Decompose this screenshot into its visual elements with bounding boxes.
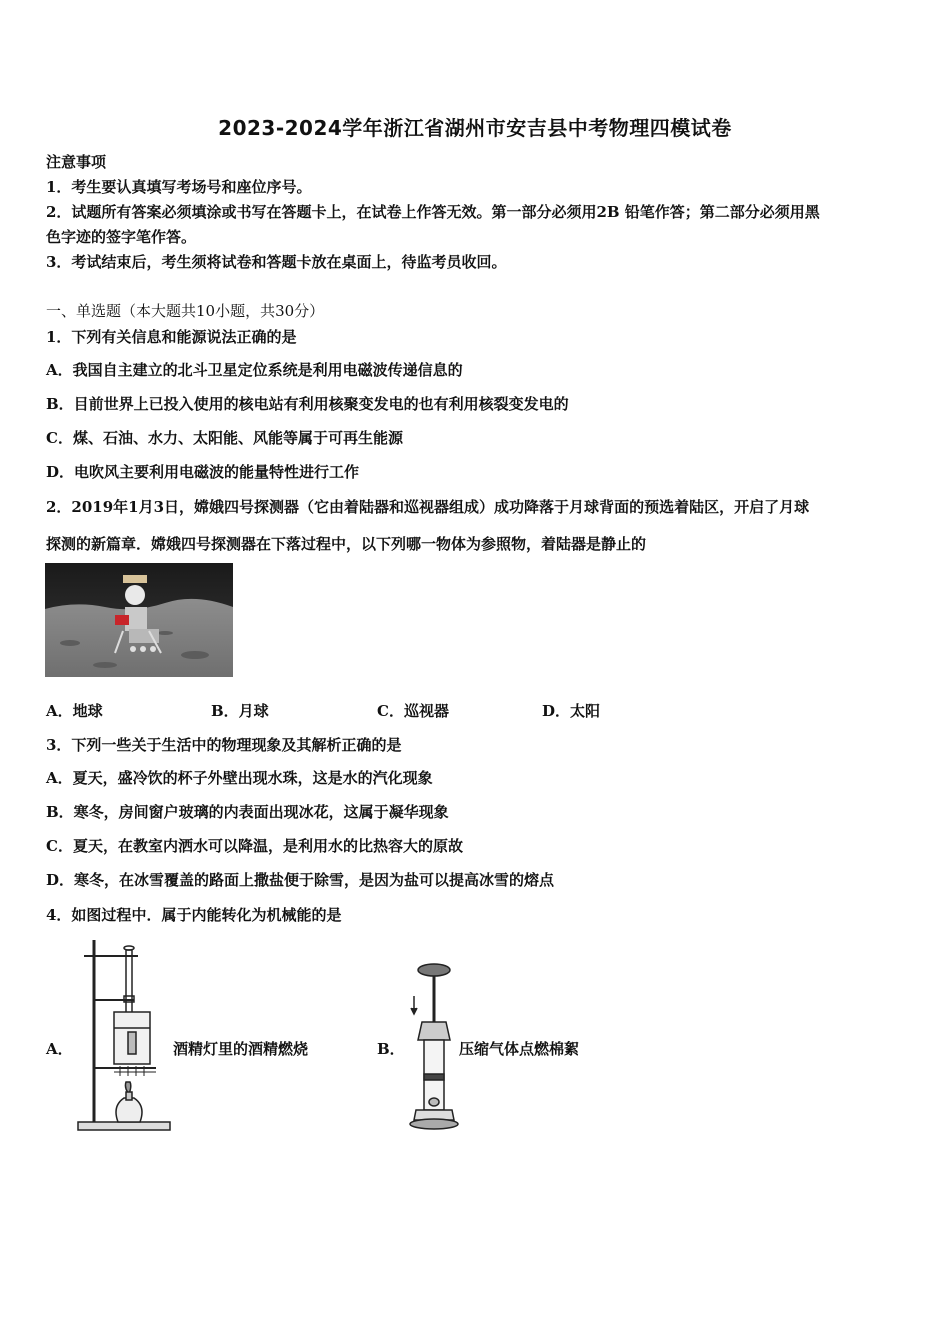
option-a-caption: 酒精灯里的酒精燃烧	[173, 1040, 309, 1058]
notice-item: 1．考生要认真填写考场号和座位序号。	[46, 178, 312, 196]
question-option: C．煤、石油、水力、太阳能、风能等属于可再生能源	[46, 429, 403, 447]
question-option: B．目前世界上已投入使用的核电站有利用核聚变发电的也有利用核裂变发电的	[46, 395, 569, 413]
question-option: D．太阳	[542, 702, 601, 720]
question-option: A．我国自主建立的北斗卫星定位系统是利用电磁波传递信息的	[46, 361, 463, 379]
alcohol-lamp-apparatus-figure	[74, 936, 174, 1132]
question-option: D．电吹风主要利用电磁波的能量特性进行工作	[46, 463, 360, 481]
question-option: B．月球	[211, 702, 269, 720]
section-heading: 一、单选题（本大题共10小题，共30分）	[46, 302, 325, 320]
question-stem: 4．如图过程中．属于内能转化为机械能的是	[46, 906, 342, 924]
question-option: A．地球	[46, 702, 103, 720]
notice-item: 3．考试结束后，考生须将试卷和答题卡放在桌面上，待监考员收回。	[46, 253, 507, 271]
question-stem: 探测的新篇章．嫦娥四号探测器在下落过程中，以下列哪一物体为参照物，着陆器是静止的	[46, 535, 647, 553]
question-stem: 2．2019年1月3日，嫦娥四号探测器（它由着陆器和巡视器组成）成功降落于月球背面的预选着陆区，开启了月球	[46, 498, 810, 516]
air-compression-cylinder-figure	[402, 962, 462, 1130]
question-option: B．寒冬，房间窗户玻璃的内表面出现冰花，这属于凝华现象	[46, 803, 449, 821]
question-option: D．寒冬，在冰雪覆盖的路面上撒盐便于除雪，是因为盐可以提高冰雪的熔点	[46, 871, 555, 889]
option-a-label: A．	[46, 1040, 73, 1058]
question-option: C．巡视器	[377, 702, 449, 720]
question-option: C．夏天，在教室内洒水可以降温，是利用水的比热容大的原故	[46, 837, 463, 855]
notice-heading: 注意事项	[46, 153, 107, 171]
notice-item: 2．试题所有答案必须填涂或书写在答题卡上，在试卷上作答无效。第一部分必须用2B 铅笔作答；第二部分必须用黑	[46, 203, 820, 221]
question-stem: 1．下列有关信息和能源说法正确的是	[46, 328, 297, 346]
moon-lander-photo	[45, 563, 233, 677]
page-title: 2023-2024学年浙江省湖州市安吉县中考物理四模试卷	[218, 116, 732, 140]
question-option: A．夏天，盛冷饮的杯子外壁出现水珠，这是水的汽化现象	[46, 769, 433, 787]
notice-item: 色字迹的签字笔作答。	[46, 228, 197, 246]
question-stem: 3．下列一些关于生活中的物理现象及其解析正确的是	[46, 736, 402, 754]
option-b-caption: 压缩气体点燃棉絮	[459, 1040, 580, 1058]
option-b-label: B．	[377, 1040, 405, 1058]
